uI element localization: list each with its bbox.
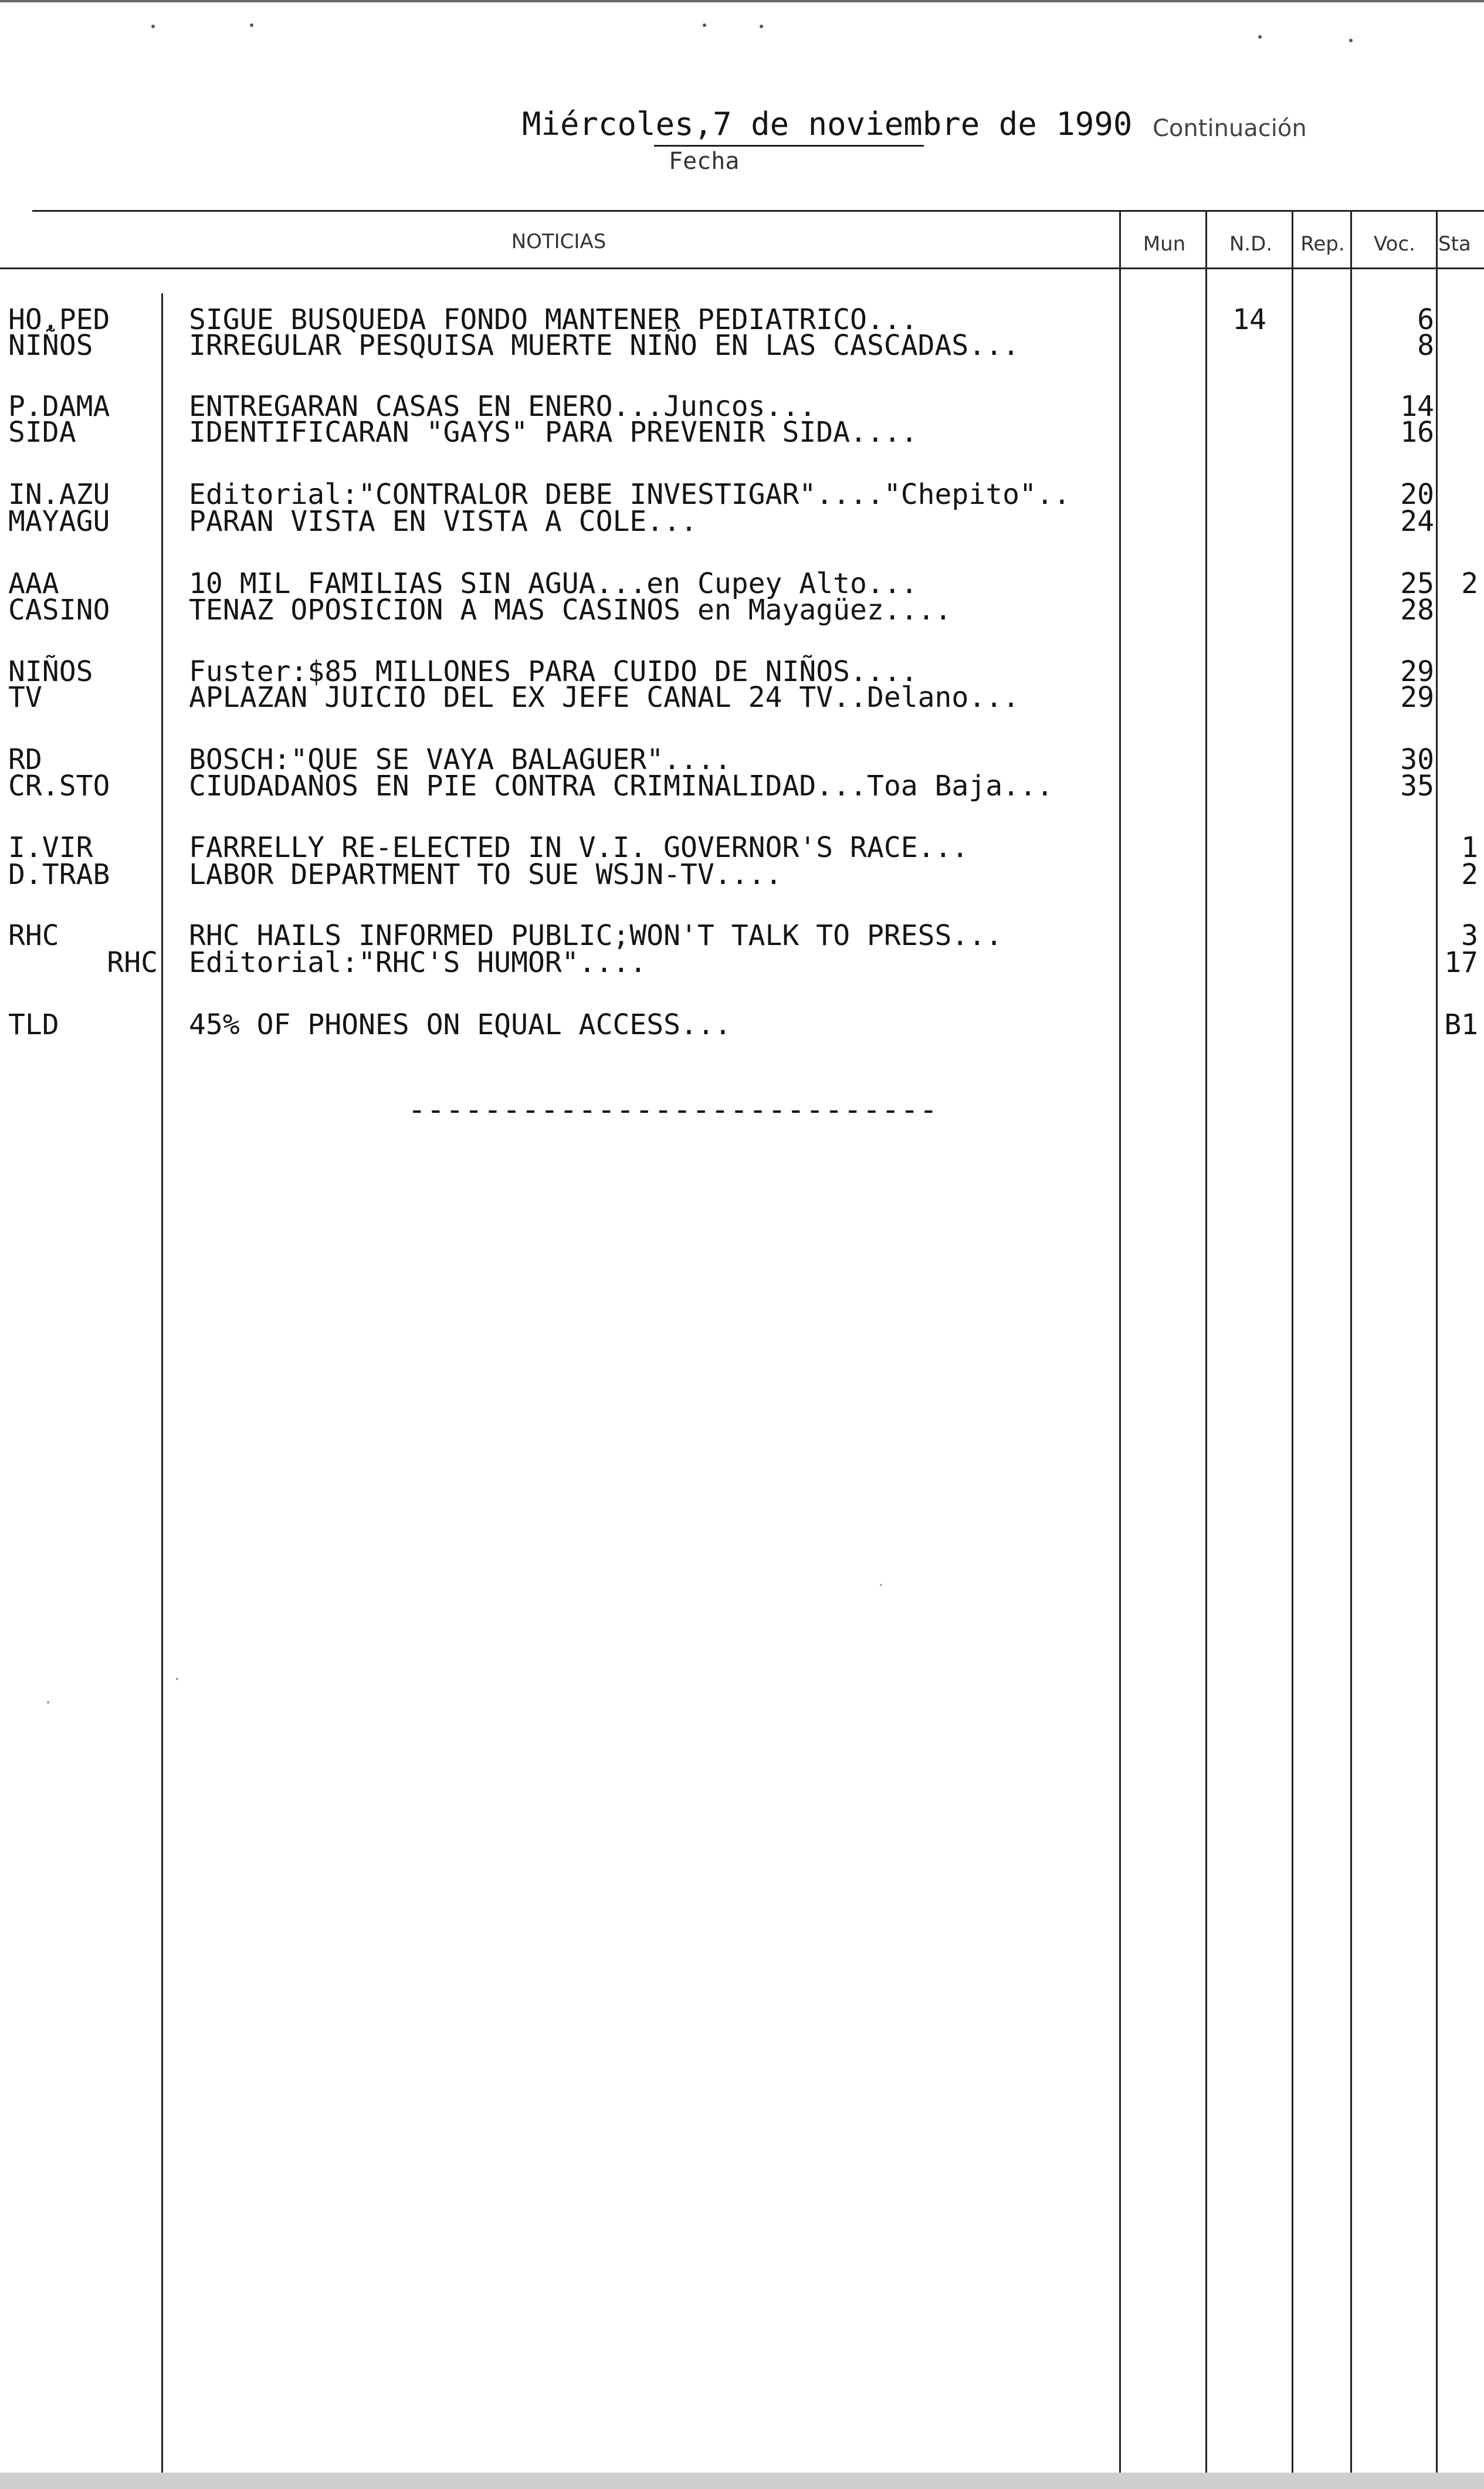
row-code: AAA	[8, 567, 59, 600]
row-voc: 16	[1400, 416, 1434, 449]
scan-bottom-bar	[0, 2473, 1484, 2489]
scan-speck	[47, 1701, 49, 1704]
column-header-noticias: NOTICIAS	[511, 230, 607, 253]
scan-speck	[151, 25, 155, 28]
column-divider-nd	[1205, 211, 1207, 2473]
row-sta: 17	[1444, 946, 1478, 979]
row-headline: RHC HAILS INFORMED PUBLIC;WON'T TALK TO PRESS...	[189, 919, 1003, 952]
row-headline: IRREGULAR PESQUISA MUERTE NIÑO EN LAS CASCADAS...	[189, 329, 1020, 362]
table-top-rule	[32, 210, 1484, 212]
row-code: RHC	[8, 919, 59, 952]
report-date: Miércoles,7 de noviembre de 1990	[522, 106, 1133, 143]
scan-top-edge	[0, 0, 1484, 2]
row-voc: 8	[1417, 329, 1434, 362]
column-divider-voc	[1350, 211, 1352, 2473]
row-code: SIDA	[8, 416, 76, 449]
row-code: NIÑOS	[8, 329, 93, 362]
column-header-nd: N.D.	[1229, 232, 1273, 256]
table-row	[0, 413, 1484, 452]
scan-speck	[176, 1678, 178, 1680]
row-headline: 45% OF PHONES ON EQUAL ACCESS...	[189, 1008, 731, 1041]
row-code: I.VIR	[8, 831, 93, 864]
row-sta: 2	[1461, 858, 1478, 891]
row-sta: B1	[1444, 1008, 1478, 1041]
row-voc: 35	[1400, 770, 1434, 802]
column-header-rep: Rep.	[1300, 232, 1345, 256]
table-row	[0, 855, 1484, 894]
scan-speck	[703, 23, 706, 27]
scan-speck	[1349, 39, 1353, 42]
column-divider-sta	[1436, 211, 1438, 2473]
column-divider-mun	[1119, 211, 1121, 2473]
date-caption: Fecha	[669, 148, 740, 175]
continuation-label: Continuación	[1153, 115, 1307, 142]
row-headline: Fuster:$85 MILLONES PARA CUIDO DE NIÑOS....	[189, 655, 918, 688]
row-voc: 29	[1400, 655, 1434, 688]
table-row	[0, 767, 1484, 805]
row-headline: PARAN VISTA EN VISTA A COLE...	[189, 505, 697, 538]
row-code: MAYAGU	[8, 505, 110, 538]
row-headline: Editorial:"RHC'S HUMOR"....	[189, 946, 647, 979]
end-separator: ----------------------------	[408, 1092, 938, 1127]
row-code: HO.PED	[8, 303, 110, 336]
row-voc: 25	[1400, 567, 1434, 600]
row-headline: ENTREGARAN CASAS EN ENERO...Juncos...	[189, 390, 816, 423]
row-voc: 20	[1400, 478, 1434, 511]
row-sta: 2	[1461, 567, 1478, 600]
row-code: IN.AZU	[8, 478, 110, 511]
row-headline: BOSCH:"QUE SE VAYA BALAGUER"....	[189, 743, 731, 776]
table-header-rule	[0, 267, 1484, 269]
row-headline: LABOR DEPARTMENT TO SUE WSJN-TV....	[189, 858, 782, 891]
row-code: TV	[8, 681, 42, 714]
row-voc: 28	[1400, 594, 1434, 627]
table-row	[0, 1005, 1484, 1044]
row-headline: SIGUE BUSQUEDA FONDO MANTENER PEDIATRICO...	[189, 303, 918, 336]
scan-speck	[1258, 35, 1262, 39]
scan-speck	[250, 23, 253, 27]
row-sta: 3	[1461, 919, 1478, 952]
row-voc: 14	[1400, 390, 1434, 423]
column-header-voc: Voc.	[1374, 232, 1415, 256]
column-header-sta: Sta	[1438, 232, 1471, 256]
table-row	[0, 502, 1484, 541]
row-nd: 14	[1232, 303, 1266, 336]
scan-speck	[760, 25, 763, 28]
row-code: CR.STO	[8, 770, 110, 802]
column-divider-rep	[1292, 211, 1293, 2473]
row-headline: APLAZAN JUICIO DEL EX JEFE CANAL 24 TV..Delano...	[189, 681, 1020, 714]
row-headline: 10 MIL FAMILIAS SIN AGUA...en Cupey Alto...	[189, 567, 918, 600]
row-code: P.DAMA	[8, 390, 110, 423]
table-row	[0, 591, 1484, 629]
row-headline: CIUDADANOS EN PIE CONTRA CRIMINALIDAD...Toa Baja...	[189, 770, 1053, 802]
table-row	[0, 326, 1484, 365]
row-headline: FARRELLY RE-ELECTED IN V.I. GOVERNOR'S RACE...	[189, 831, 969, 864]
row-sta: 1	[1461, 831, 1478, 864]
row-headline: IDENTIFICARAN "GAYS" PARA PREVENIR SIDA....	[189, 416, 918, 449]
row-code: NIÑOS	[8, 655, 93, 688]
row-code: TLD	[8, 1008, 59, 1041]
column-header-mun: Mun	[1143, 232, 1186, 256]
row-code: RHC	[107, 946, 158, 979]
row-voc: 29	[1400, 681, 1434, 714]
row-code: RD	[8, 743, 42, 776]
date-underline	[654, 145, 924, 147]
row-headline: TENAZ OPOSICION A MAS CASINOS en Mayagüez....	[189, 594, 952, 627]
row-voc: 30	[1400, 743, 1434, 776]
table-row	[0, 943, 1484, 982]
scan-speck	[880, 1584, 882, 1586]
table-row	[0, 678, 1484, 717]
row-code: D.TRAB	[8, 858, 110, 891]
row-voc: 24	[1400, 505, 1434, 538]
row-headline: Editorial:"CONTRALOR DEBE INVESTIGAR"...."Chepito"..	[189, 478, 1070, 511]
row-voc: 6	[1417, 303, 1434, 336]
row-code: CASINO	[8, 594, 110, 627]
